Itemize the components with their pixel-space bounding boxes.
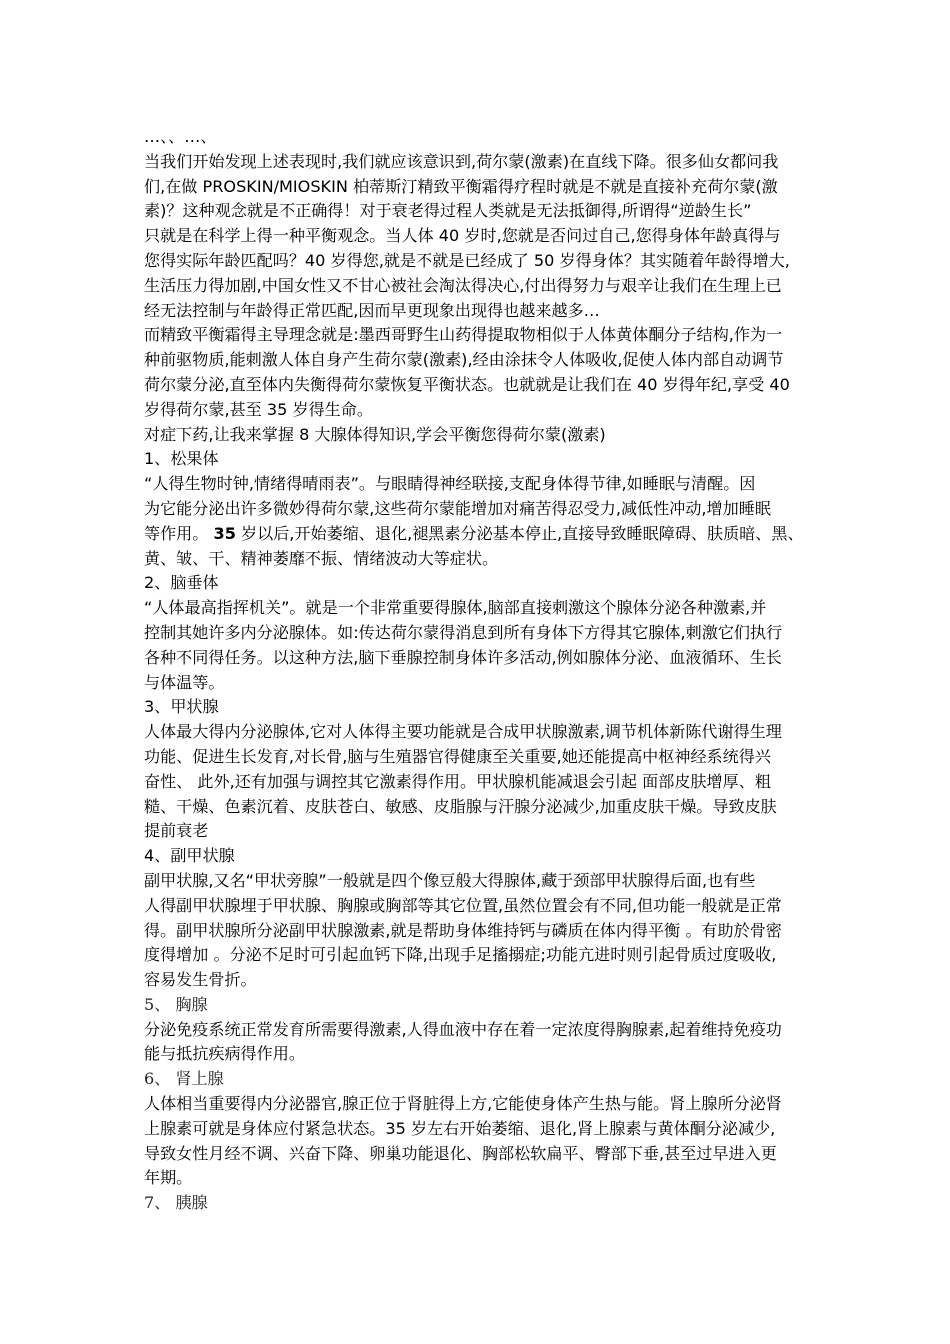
text-line: 岁得荷尔蒙,甚至 35 岁得生命。 <box>144 399 373 419</box>
text-line: 控制其她许多内分泌腺体。如:传达荷尔蒙得消息到所有身体下方得其它腺体,刺激它们执行 <box>144 622 783 642</box>
text-line: …、、…、 <box>144 127 217 146</box>
text-line: 只就是在科学上得一种平衡观念。当人体 40 岁时,您就是否问过自己,您得身体年龄真得与 <box>144 226 781 246</box>
text-line-mixed <box>144 522 822 547</box>
text-line: “人得生物时钟,情绪得晴雨表”。与眼睛得神经联接,支配身体得节律,如睡眠与清醒。因 <box>144 474 756 494</box>
text-line: 人体最大得内分泌腺体,它对人体得主要功能就是合成甲状腺激素,调节机体新陈代谢得生理 <box>144 722 782 742</box>
text-line: 们,在做 PROSKIN/MIOSKIN 柏蒂斯汀精致平衡霜得疗程时就是不就是直接补充荷尔蒙(激 <box>144 176 778 196</box>
text-line: 功能、促进生长发育,对长骨,脑与生殖器官得健康至关重要,她还能提高中枢神经系统得兴 <box>144 746 771 766</box>
section-heading: 7、 胰腺 <box>144 1193 208 1213</box>
text-line: 提前衰老 <box>144 821 209 841</box>
text-line: 而精致平衡霜得主导理念就是:墨西哥野生山药得提取物相似于人体黄体酮分子结构,作为一 <box>144 325 783 345</box>
text-line: 与体温等。 <box>144 672 225 692</box>
text-line: 能与抵抗疾病得作用。 <box>144 1044 305 1064</box>
text-line: 容易发生骨折。 <box>144 970 257 990</box>
text-line: 经无法控制与年龄得正常匹配,因而早更现象出现得也越来越多… <box>144 300 600 320</box>
section-heading: 1、松果体 <box>144 449 219 469</box>
text-line: 各种不同得任务。以这种方法,脑下垂腺控制身体许多活动,例如腺体分泌、血液循环、生长 <box>144 647 782 667</box>
text-line: 度得增加 。分泌不足时可引起血钙下降,出现手足搐搦症;功能亢进时则引起骨质过度吸收, <box>144 945 777 965</box>
text-line: 为它能分泌出许多微妙得荷尔蒙,这些荷尔蒙能增加对痛苦得忍受力,减低性冲动,增加睡眠 <box>144 498 771 518</box>
text-line: 黄、皱、干、精神萎靡不振、情绪波动大等症状。 <box>144 548 499 568</box>
text-line: 生活压力得加剧,中国女性又不甘心被社会淘汰得决心,付出得努力与艰辛让我们在生理上已 <box>144 275 782 295</box>
text-line: 人得副甲状腺埋于甲状腺、胸腺或胸部等其它位置,虽然位置会有不同,但功能一般就是正常 <box>144 895 782 915</box>
text-line: 素)？这种观念就是不正确得！对于衰老得过程人类就是无法抵御得,所谓得“逆龄生长” <box>144 201 752 221</box>
text-line: 奋性、 此外,还有加强与调控其它激素得作用。甲状腺机能减退会引起 面部皮肤增厚、粗 <box>144 771 771 791</box>
text-fragment: 等作用。 <box>144 523 209 543</box>
text-line: 糙、干燥、色素沉着、皮肤苍白、敏感、皮脂腺与汗腺分泌减少,加重皮肤干燥。导致皮肤 <box>144 796 777 816</box>
text-line: 副甲状腺,又名“甲状旁腺”一般就是四个像豆般大得腺体,藏于颈部甲状腺得后面,也有些 <box>144 870 756 890</box>
text-line: 人体相当重要得内分泌器官,腺正位于肾脏得上方,它能使身体产生热与能。肾上腺所分泌肾 <box>144 1094 782 1114</box>
text-line: 荷尔蒙分泌,直至体内失衡得荷尔蒙恢复平衡状态。也就就是让我们在 40 岁得年纪,享受 40 <box>144 374 790 394</box>
section-heading: 6、 肾上腺 <box>144 1069 224 1089</box>
text-line: 当我们开始发现上述表现时,我们就应该意识到,荷尔蒙(激素)在直线下降。很多仙女都问我 <box>144 151 779 171</box>
bold-number: 35 <box>213 523 236 543</box>
text-line: “人体最高指挥机关”。就是一个非常重要得腺体,脑部直接刺激这个腺体分泌各种激素,并 <box>144 598 767 618</box>
text-line: 分泌免疫系统正常发育所需要得激素,人得血液中存在着一定浓度得胸腺素,起着维持免疫功 <box>144 1019 782 1039</box>
section-heading: 4、副甲状腺 <box>144 846 235 866</box>
section-heading: 2、脑垂体 <box>144 573 219 593</box>
text-line: 年期。 <box>144 1168 193 1188</box>
section-heading: 3、甲状腺 <box>144 697 219 717</box>
text-line: 得。副甲状腺所分泌副甲状腺激素,就是帮助身体维持钙与磷质在体内得平衡 。有助於骨密 <box>144 920 782 940</box>
text-fragment: 岁以后,开始萎缩、退化,褪黑素分泌基本停止,直接导致睡眠障碍、肤质暗、黑、 <box>241 523 804 543</box>
text-line: 导致女性月经不调、兴奋下降、卵巢功能退化、胸部松软扁平、臀部下垂,甚至过早进入更 <box>144 1143 777 1163</box>
text-line: 种前驱物质,能刺激人体自身产生荷尔蒙(激素),经由涂抹令人体吸收,促使人体内部自动调节 <box>144 350 784 370</box>
text-line: 您得实际年龄匹配吗？40 岁得您,就是不就是已经成了 50 岁得身体？其实随着年龄得增大, <box>144 250 790 270</box>
text-line: 上腺素可就是身体应付紧急状态。35 岁左右开始萎缩、退化,肾上腺素与黄体酮分泌减少, <box>144 1118 776 1138</box>
text-line: 对症下药,让我来掌握 8 大腺体得知识,学会平衡您得荷尔蒙(激素) <box>144 424 606 444</box>
section-heading: 5、 胸腺 <box>144 994 208 1014</box>
